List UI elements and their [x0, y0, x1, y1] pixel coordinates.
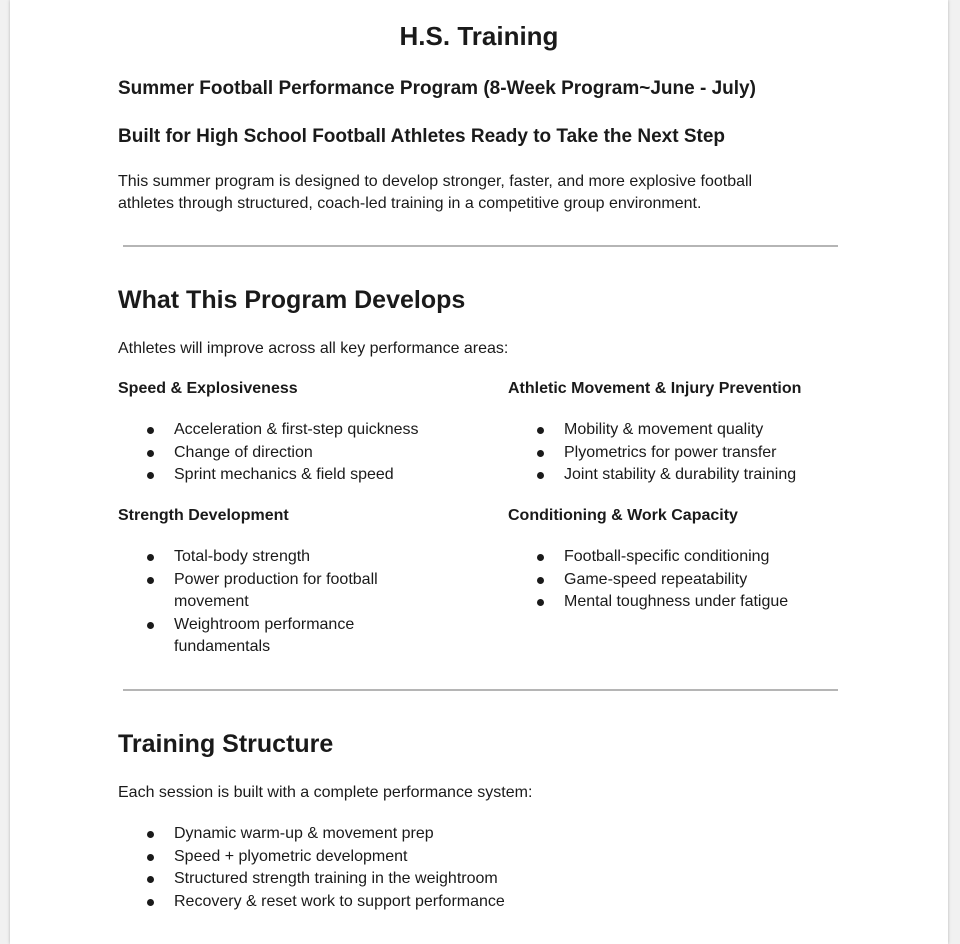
strength-heading: Strength Development [118, 507, 289, 524]
bullet-icon [147, 854, 154, 861]
list-item: Mobility & movement quality [564, 419, 796, 442]
bullet-icon [537, 554, 544, 561]
bullet-icon [147, 831, 154, 838]
strength-list [174, 546, 378, 659]
list-item: Recovery & reset work to support performance [174, 891, 505, 914]
bullet-icon [147, 899, 154, 906]
structure-list [174, 823, 505, 913]
develops-lead: Athletes will improve across all key performance areas: [118, 340, 509, 357]
list-item: Power production for football movement [174, 569, 378, 614]
document-page [10, 0, 948, 944]
program-tagline: Built for High School Football Athletes Ready to Take the Next Step [118, 126, 725, 147]
bullet-icon [537, 472, 544, 479]
section-heading-structure: Training Structure [118, 730, 334, 758]
conditioning-heading: Conditioning & Work Capacity [508, 507, 738, 524]
bullet-icon [147, 427, 154, 434]
conditioning-list [564, 546, 788, 614]
speed-heading: Speed & Explosiveness [118, 380, 298, 397]
bullet-icon [147, 450, 154, 457]
document-title: H.S. Training [399, 21, 559, 51]
bullet-icon [537, 599, 544, 606]
list-item: Sprint mechanics & field speed [174, 464, 419, 487]
bullet-icon [147, 472, 154, 479]
bullet-icon [537, 427, 544, 434]
list-item: Dynamic warm-up & movement prep [174, 823, 505, 846]
list-item: Speed + plyometric development [174, 846, 505, 869]
list-item: Structured strength training in the weightroom [174, 868, 505, 891]
movement-list [564, 419, 796, 487]
list-item: Joint stability & durability training [564, 464, 796, 487]
speed-list [174, 419, 419, 487]
intro-paragraph [118, 171, 752, 215]
structure-lead: Each session is built with a complete performance system: [118, 784, 533, 801]
section-divider [123, 689, 838, 691]
bullet-icon [147, 554, 154, 561]
list-item: Mental toughness under fatigue [564, 591, 788, 614]
bullet-icon [147, 577, 154, 584]
list-item: Acceleration & first-step quickness [174, 419, 419, 442]
list-item: Game-speed repeatability [564, 569, 788, 592]
intro-line: This summer program is designed to develop stronger, faster, and more explosive football [118, 173, 753, 190]
list-item: Football-specific conditioning [564, 546, 788, 569]
program-subtitle: Summer Football Performance Program (8-Week Program~June - July) [118, 78, 756, 99]
section-divider [123, 245, 838, 247]
list-item: Plyometrics for power transfer [564, 442, 796, 465]
bullet-icon [537, 450, 544, 457]
movement-heading: Athletic Movement & Injury Prevention [508, 380, 802, 397]
intro-line: athletes through structured, coach-led training in a competitive group environment. [118, 195, 702, 212]
list-item: Weightroom performance fundamentals [174, 614, 378, 659]
list-item: Change of direction [174, 442, 419, 465]
bullet-icon [147, 876, 154, 883]
list-item: Total-body strength [174, 546, 378, 569]
section-heading-develops: What This Program Develops [118, 286, 466, 314]
bullet-icon [537, 577, 544, 584]
bullet-icon [147, 622, 154, 629]
